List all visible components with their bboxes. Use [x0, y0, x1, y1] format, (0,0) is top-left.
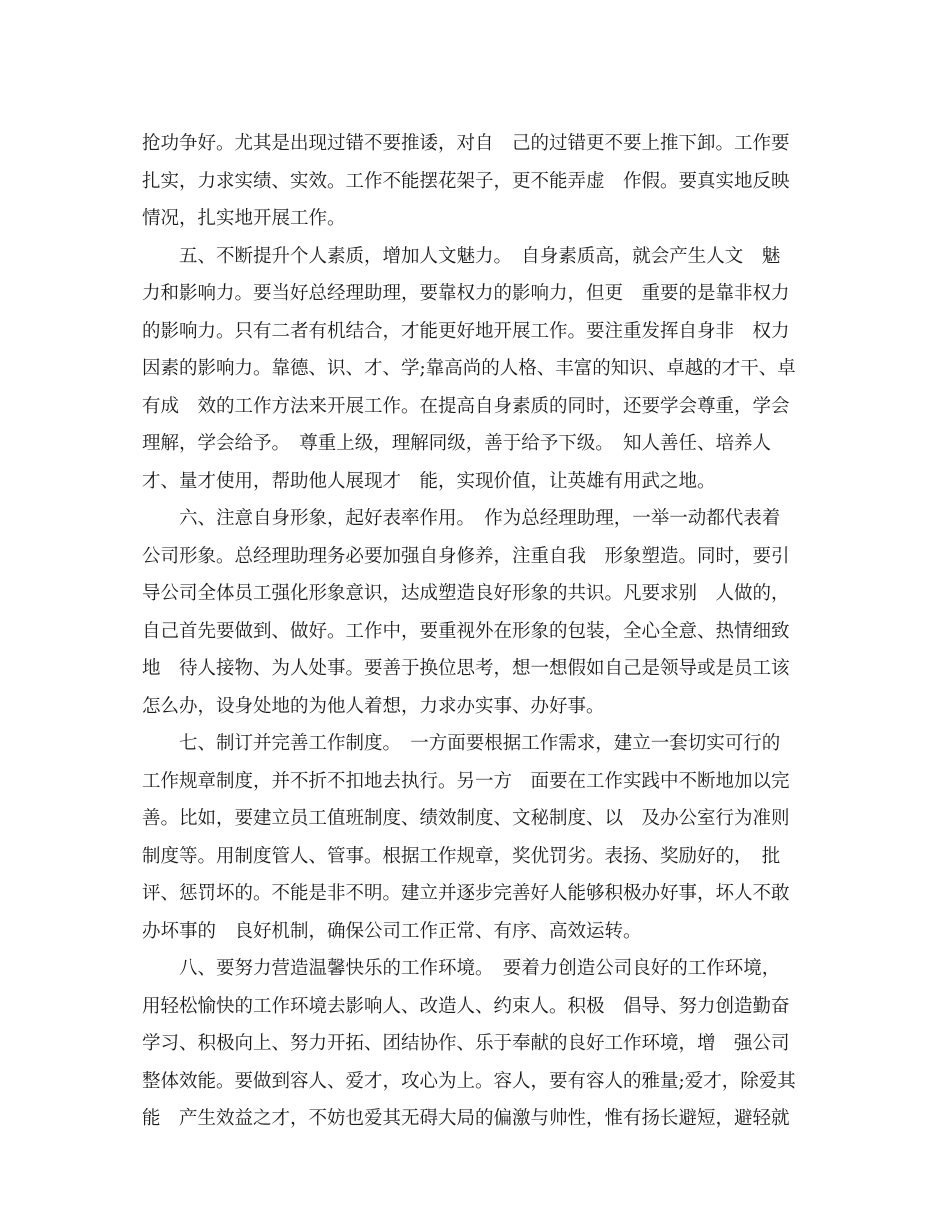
text-line: 制度等。用制度管人、管事。根据工作规章，奖优罚劣。表扬、奖励好的， 批	[142, 845, 781, 867]
text-line: 怎么办，设身处地的为他人着想，力求办实事、办好事。	[142, 695, 605, 717]
text-line: 情况，扎实地开展工作。	[142, 208, 346, 229]
text-line: 办坏事的 良好机制，确保公司工作正常、有序、高效运转。	[142, 920, 642, 942]
text-line: 六、注意自身形象，起好表率作用。 作为总经理助理，一举一动都代表着	[142, 508, 781, 529]
text-line: 地 待人接物、为人处事。要善于换位思考，想一想假如自己是领导或是员工该	[142, 658, 790, 679]
text-line: 五、不断提升个人素质，增加人文魅力。 自身素质高，就会产生人文 魅	[142, 245, 781, 267]
text-line: 导公司全体员工强化形象意识，达成塑造良好形象的共识。凡要求别 人做的，	[142, 583, 790, 604]
text-line: 八、要努力营造温馨快乐的工作环境。 要着力创造公司良好的工作环境，	[142, 958, 781, 979]
text-line: 因素的影响力。靠德、识、才、学;靠高尚的人格、丰富的知识、卓越的才干、卓	[142, 358, 796, 379]
text-line: 抢功争好。尤其是出现过错不要推诿，对自 己的过错更不要上推下卸。工作要	[142, 133, 790, 154]
text-line: 公司形象。总经理助理务必要加强自身修养，注重自我 形象塑造。同时，要引	[142, 545, 790, 567]
text-line: 扎实，力求实绩、实效。工作不能摆花架子，更不能弄虚 作假。要真实地反映	[142, 170, 790, 192]
text-line: 评、惩罚坏的。不能是非不明。建立并逐步完善好人能够积极办好事，坏人不敢	[142, 883, 790, 904]
document-body	[142, 125, 810, 1138]
text-line: 学习、积极向上、努力开拓、团结协作、乐于奉献的良好工作环境，增 强公司	[142, 1033, 790, 1054]
text-line: 七、制订并完善工作制度。 一方面要根据工作需求，建立一套切实可行的	[142, 733, 781, 754]
text-line: 有成 效的工作方法来开展工作。在提高自身素质的同时，还要学会尊重，学会	[142, 395, 790, 417]
text-line: 能 产生效益之才，不妨也爱其无碍大局的偏激与帅性，惟有扬长避短，避轻就	[142, 1108, 790, 1129]
text-line: 的影响力。只有二者有机结合，才能更好地开展工作。要注重发挥自身非 权力	[142, 320, 790, 342]
text-line: 才、量才使用，帮助他人展现才 能，实现价值，让英雄有用武之地。	[142, 470, 716, 492]
text-line: 力和影响力。要当好总经理助理，要靠权力的影响力，但更 重要的是靠非权力	[142, 283, 790, 304]
text-line: 自己首先要做到、做好。工作中，要重视外在形象的包装，全心全意、热情细致	[142, 620, 790, 642]
text-line: 理解，学会给予。 尊重上级，理解同级，善于给予下级。 知人善任、培养人	[142, 433, 772, 454]
text-line: 整体效能。要做到容人、爱才，攻心为上。容人，要有容人的雅量;爱才，除爱其	[142, 1070, 796, 1092]
text-line: 善。比如，要建立员工值班制度、绩效制度、文秘制度、以 及办公室行为准则	[142, 808, 790, 829]
text-line: 用轻松愉快的工作环境去影响人、改造人、约束人。积极 倡导、努力创造勤奋	[142, 995, 790, 1017]
text-line: 工作规章制度，并不折不扣地去执行。另一方 面要在工作实践中不断地加以完	[142, 770, 790, 792]
